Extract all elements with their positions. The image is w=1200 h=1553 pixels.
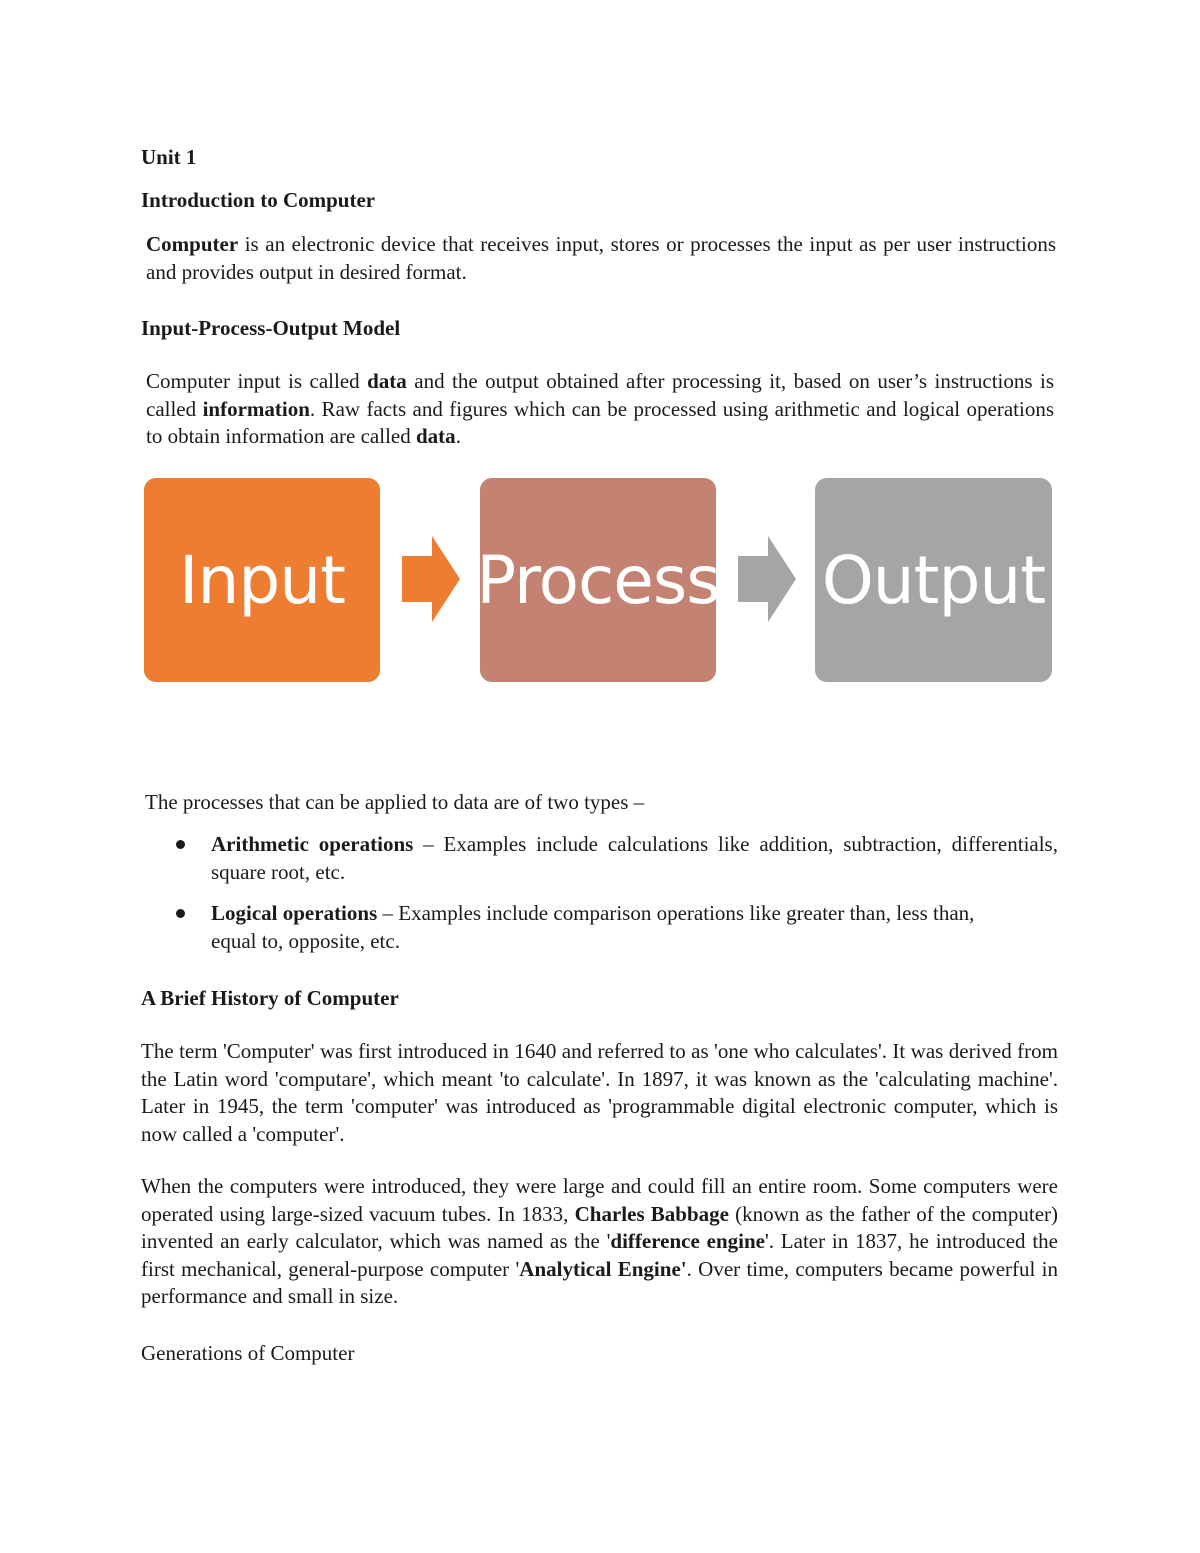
list-item xyxy=(168,830,1058,886)
bullet-description: – Examples include calculations like addition, subtraction, differentials, square root, etc. xyxy=(211,832,1058,884)
ipo-text-4: . xyxy=(455,424,461,448)
list-item xyxy=(168,899,988,955)
bullet-text xyxy=(211,830,1058,886)
ipo-bold-data: data xyxy=(367,369,407,393)
history2-text-4: . Over time, computers became powerful in performance and small in size. xyxy=(141,1256,1058,1308)
definition-term: Computer xyxy=(146,232,239,256)
ipo-text-2: and the output obtained after processing it, based on user’s instructions is called xyxy=(146,369,1055,421)
input-box: Input xyxy=(144,478,380,682)
bullet-icon xyxy=(176,840,185,849)
bullet-icon xyxy=(176,909,185,918)
history-paragraph-1: The term 'Computer' was first introduced in 1640 and referred to as 'one who calculates'. It was derived from the Latin word 'computare', which meant 'to calculate'. In 1897, it was known as the 'calculating machine'. Later in 1945, the term 'computer' was introduced as 'programmable digital electronic computer, which is now called a 'computer'. xyxy=(141,1039,1058,1146)
ipo-bold-data-2: data xyxy=(416,424,456,448)
ipo-bold-information: information xyxy=(202,396,310,421)
bullet-term: Logical operations xyxy=(211,901,378,925)
history2-bold-difference-engine: difference engine xyxy=(610,1229,765,1253)
history2-bold-analytical-engine: Analytical Engine' xyxy=(519,1256,687,1281)
definition-text: is an electronic device that receives input, stores or processes the input as per user instructions and provides output in desired format. xyxy=(146,232,1056,284)
history-paragraph-2 xyxy=(141,1173,1058,1311)
ipo-paragraph xyxy=(146,368,1054,451)
ipo-heading: Input-Process-Output Model xyxy=(141,316,401,340)
history2-text-1: When the computers were introduced, they were large and could fill an entire room. Some computers were operated using large-sized vacuum tubes. In 1833, xyxy=(141,1174,1058,1226)
output-box: Output xyxy=(815,478,1052,682)
process-box: Process xyxy=(480,478,716,682)
generations-heading: Generations of Computer xyxy=(141,1341,355,1365)
definition-paragraph xyxy=(146,231,1056,286)
history-heading: A Brief History of Computer xyxy=(141,986,399,1010)
arrow-right-icon xyxy=(402,536,460,622)
ipo-text-1: Computer input is called xyxy=(146,369,368,393)
bullet-text xyxy=(211,899,988,955)
bullet-description: – Examples include comparison operations like greater than, less than, equal to, opposite, etc. xyxy=(211,901,975,953)
ipo-text-3: . Raw facts and figures which can be processed using arithmetic and logical operations to obtain information are called xyxy=(146,396,1054,448)
history2-bold-babbage: Charles Babbage xyxy=(574,1201,729,1226)
history2-text-3: '. Later in 1837, he introduced the first mechanical, general-purpose computer ' xyxy=(141,1229,1058,1281)
page-title: Introduction to Computer xyxy=(141,188,376,212)
bullet-term: Arithmetic operations xyxy=(211,832,414,856)
history2-text-2: (known as the father of the computer) invented an early calculator, which was named as the ' xyxy=(141,1201,1059,1253)
process-intro: The processes that can be applied to data are of two types – xyxy=(145,790,645,814)
unit-label: Unit 1 xyxy=(141,145,197,169)
arrow-right-icon xyxy=(738,536,796,622)
